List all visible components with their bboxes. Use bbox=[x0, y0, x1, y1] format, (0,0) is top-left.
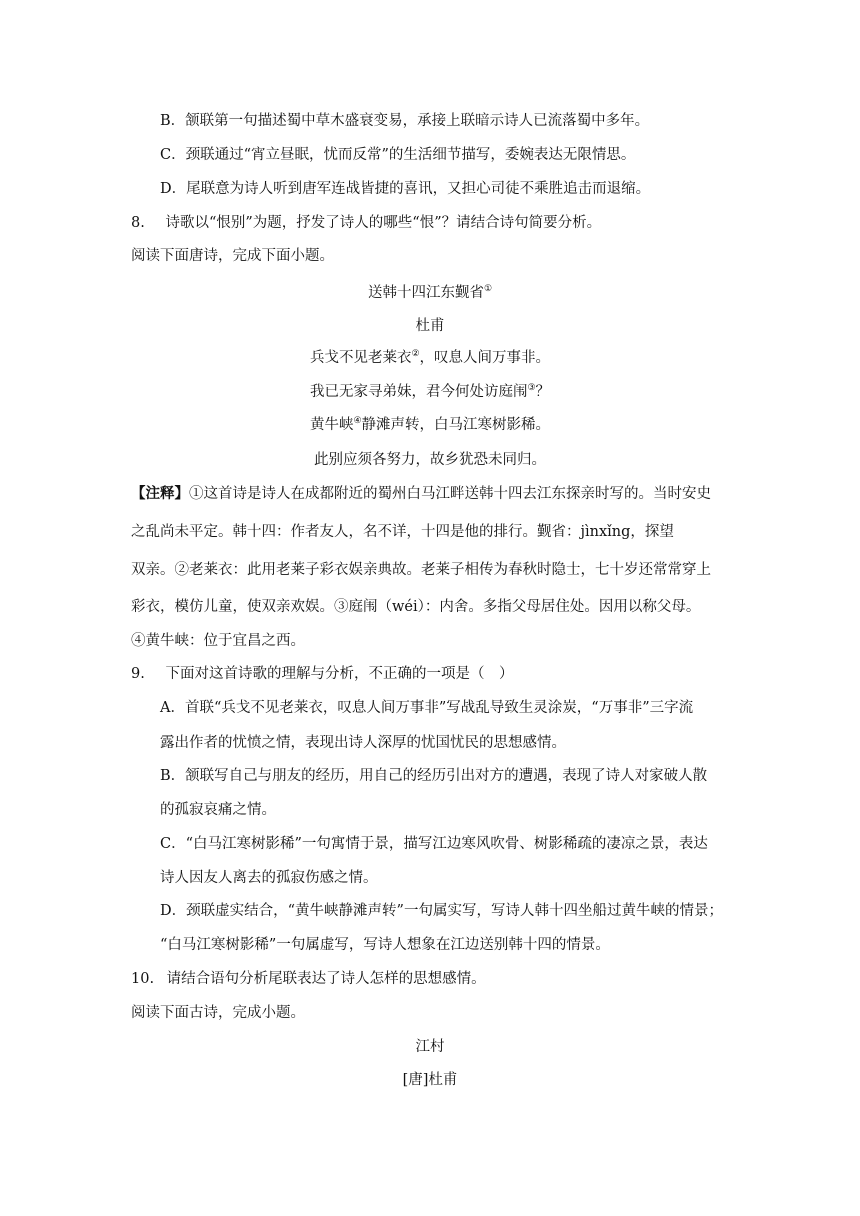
question-9 bbox=[131, 664, 513, 684]
footnote-mark: ④ bbox=[353, 416, 362, 427]
q9-option-a-line-2: 露出作者的忧愤之情，表现出诗人深厚的忧国忧民的思想感情。 bbox=[160, 735, 566, 751]
question-8 bbox=[131, 213, 601, 233]
section-intro-poem2: 阅读下面唐诗，完成下面小题。 bbox=[131, 248, 334, 264]
notes-label: 【注释】 bbox=[131, 485, 189, 502]
question-text: 请结合语句分析尾联表达了诗人怎样的思想感情。 bbox=[166, 971, 486, 987]
poem2-title-text: 送韩十四江东觐省 bbox=[367, 285, 484, 301]
poem2-title bbox=[0, 283, 860, 303]
q7-option-b: B．颔联第一句描述蜀中草木盛衰变易，承接上联暗示诗人已流落蜀中多年。 bbox=[160, 113, 650, 129]
q9-option-b-line-1: B．颔联写自己与朋友的经历，用自己的经历引出对方的遭遇，表现了诗人对家破人散 bbox=[160, 768, 708, 784]
q9-option-b-line-2: 的孤寂哀痛之情。 bbox=[160, 802, 276, 818]
footnote-mark: ① bbox=[483, 284, 493, 295]
poem2-author: 杜甫 bbox=[415, 318, 445, 334]
question-text: 诗歌以“恨别”为题，抒发了诗人的哪些“恨”？请结合诗句简要分析。 bbox=[165, 215, 602, 231]
notes-line-1: 【注释】①这首诗是诗人在成都附近的蜀州白马江畔送韩十四去江东探亲时写的。当时安史 bbox=[131, 485, 711, 502]
notes-line-3: 双亲。②老莱衣：此用老莱子彩衣娱亲典故。老莱子相传为春秋时隐士，七十岁还常常穿上 bbox=[131, 562, 711, 578]
q7-option-c: C．颈联通过“宵立昼眠，忧而反常”的生活细节描写，委婉表达无限情思。 bbox=[160, 147, 636, 163]
q9-option-d-line-2: “白马江寒树影稀”一句属虚写，写诗人想象在江边送别韩十四的情景。 bbox=[160, 937, 610, 953]
footnote-mark: ③ bbox=[527, 383, 536, 394]
poem2-line-4: 此别应须各努力，故乡犹恐未同归。 bbox=[314, 452, 546, 468]
q9-option-c-line-1: C．“白马江寒树影稀”一句寓情于景，描写江边寒风吹骨、树影稀疏的凄凉之景，表达 bbox=[160, 836, 708, 852]
footnote-mark: ② bbox=[411, 349, 420, 360]
section-intro-poem3: 阅读下面古诗，完成小题。 bbox=[131, 1005, 305, 1021]
question-number: 10. bbox=[131, 971, 155, 987]
poem2-line-3: 黄牛峡④静滩声转，白马江寒树影稀。 bbox=[309, 416, 551, 433]
poem2-line-2: 我已无家寻弟妹，君今何处访庭闱③？ bbox=[309, 383, 551, 400]
poem2-line-1: 兵戈不见老莱衣②，叹息人间万事非。 bbox=[309, 349, 551, 366]
question-number: 8. bbox=[131, 215, 145, 231]
poem3-author: [唐]杜甫 bbox=[402, 1072, 458, 1088]
question-text: 下面对这首诗歌的理解与分析，不正确的一项是（ ） bbox=[165, 666, 514, 682]
q9-option-c-line-2: 诗人因友人离去的孤寂伤感之情。 bbox=[160, 870, 378, 886]
q9-option-d-line-1: D．颈联虚实结合，“黄牛峡静滩声转”一句属实写，写诗人韩十四坐船过黄牛峡的情景； bbox=[160, 903, 723, 919]
notes-line-5: ④黄牛峡：位于宜昌之西。 bbox=[131, 633, 305, 649]
q9-option-a-line-1: A．首联“兵戈不见老莱衣，叹息人间万事非”写战乱导致生灵涂炭，“万事非”三字流 bbox=[160, 700, 694, 716]
poem3-title: 江村 bbox=[415, 1039, 445, 1055]
question-10 bbox=[131, 969, 486, 989]
notes-line-2: 之乱尚未平定。韩十四：作者友人，名不详，十四是他的排行。觐省：jìnxǐng，探望 bbox=[131, 524, 674, 540]
question-number: 9. bbox=[131, 666, 145, 682]
q7-option-d: D．尾联意为诗人听到唐军连战皆捷的喜讯，又担心司徒不乘胜追击而退缩。 bbox=[160, 181, 651, 197]
notes-line-4: 彩衣，模仿儿童，使双亲欢娱。③庭闱（wéi）：内舍。多指父母居住处。因用以称父母。 bbox=[131, 599, 701, 615]
